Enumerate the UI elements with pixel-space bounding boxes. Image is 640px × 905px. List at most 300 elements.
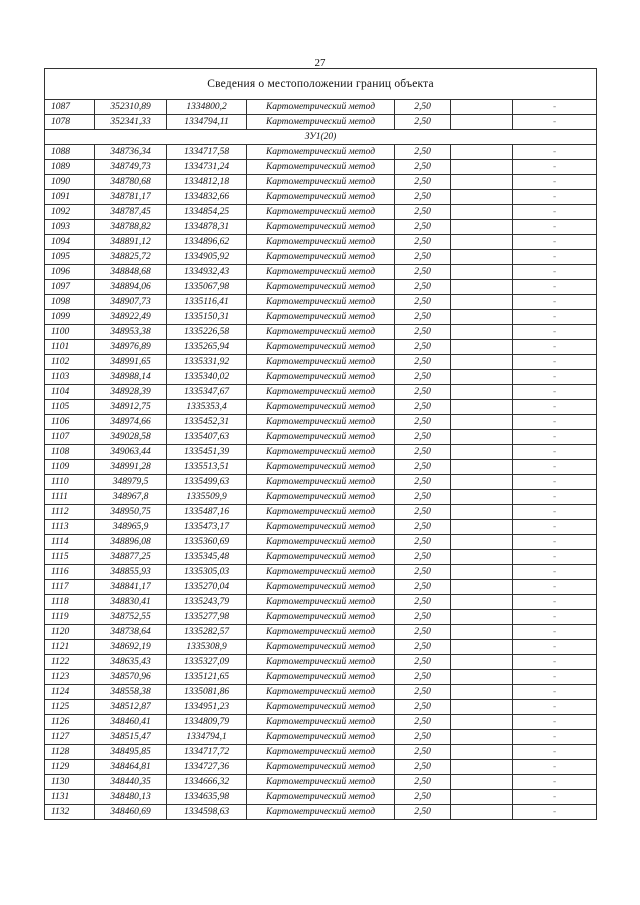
coord-x-cell: 348495,85 xyxy=(95,745,167,760)
accuracy-cell: 2,50 xyxy=(395,385,451,400)
extra-blank-cell xyxy=(451,595,513,610)
accuracy-cell: 2,50 xyxy=(395,775,451,790)
extra-blank-cell xyxy=(451,295,513,310)
extra-blank-cell xyxy=(451,520,513,535)
point-number-cell: 1089 xyxy=(45,160,95,175)
extra-dash-cell: - xyxy=(513,340,597,355)
extra-blank-cell xyxy=(451,100,513,115)
extra-dash-cell: - xyxy=(513,355,597,370)
table-row xyxy=(45,760,597,775)
accuracy-cell: 2,50 xyxy=(395,580,451,595)
method-cell: Картометрический метод xyxy=(247,505,395,520)
coord-y-cell: 1335347,67 xyxy=(167,385,247,400)
coord-x-cell: 348460,41 xyxy=(95,715,167,730)
extra-dash-cell: - xyxy=(513,595,597,610)
coord-y-cell: 1335116,41 xyxy=(167,295,247,310)
extra-blank-cell xyxy=(451,565,513,580)
method-cell: Картометрический метод xyxy=(247,325,395,340)
coord-x-cell: 348979,5 xyxy=(95,475,167,490)
coord-x-cell: 348635,43 xyxy=(95,655,167,670)
accuracy-cell: 2,50 xyxy=(395,295,451,310)
table-row xyxy=(45,175,597,190)
accuracy-cell: 2,50 xyxy=(395,805,451,820)
extra-blank-cell xyxy=(451,235,513,250)
table-row xyxy=(45,715,597,730)
coord-y-cell: 1335340,02 xyxy=(167,370,247,385)
point-number-cell: 1123 xyxy=(45,670,95,685)
method-cell: Картометрический метод xyxy=(247,355,395,370)
accuracy-cell: 2,50 xyxy=(395,355,451,370)
coord-y-cell: 1335308,9 xyxy=(167,640,247,655)
accuracy-cell: 2,50 xyxy=(395,505,451,520)
coord-y-cell: 1334905,92 xyxy=(167,250,247,265)
point-number-cell: 1128 xyxy=(45,745,95,760)
table-row xyxy=(45,505,597,520)
point-number-cell: 1094 xyxy=(45,235,95,250)
coord-y-cell: 1334598,63 xyxy=(167,805,247,820)
method-cell: Картометрический метод xyxy=(247,145,395,160)
coord-y-cell: 1335270,04 xyxy=(167,580,247,595)
point-number-cell: 1126 xyxy=(45,715,95,730)
accuracy-cell: 2,50 xyxy=(395,520,451,535)
method-cell: Картометрический метод xyxy=(247,775,395,790)
table-row xyxy=(45,580,597,595)
table-row xyxy=(45,190,597,205)
table-row xyxy=(45,310,597,325)
method-cell: Картометрический метод xyxy=(247,340,395,355)
coord-x-cell: 348950,75 xyxy=(95,505,167,520)
table-row xyxy=(45,280,597,295)
extra-blank-cell xyxy=(451,205,513,220)
accuracy-cell: 2,50 xyxy=(395,670,451,685)
method-cell: Картометрический метод xyxy=(247,640,395,655)
coord-y-cell: 1335305,03 xyxy=(167,565,247,580)
coord-x-cell: 348440,35 xyxy=(95,775,167,790)
method-cell: Картометрический метод xyxy=(247,700,395,715)
coord-y-cell: 1334717,72 xyxy=(167,745,247,760)
accuracy-cell: 2,50 xyxy=(395,655,451,670)
point-number-cell: 1087 xyxy=(45,100,95,115)
method-cell: Картометрический метод xyxy=(247,295,395,310)
extra-blank-cell xyxy=(451,610,513,625)
coord-x-cell: 348896,08 xyxy=(95,535,167,550)
coord-x-cell: 348515,47 xyxy=(95,730,167,745)
accuracy-cell: 2,50 xyxy=(395,205,451,220)
coord-y-cell: 1335473,17 xyxy=(167,520,247,535)
coord-y-cell: 1334951,23 xyxy=(167,700,247,715)
accuracy-cell: 2,50 xyxy=(395,745,451,760)
accuracy-cell: 2,50 xyxy=(395,100,451,115)
coord-y-cell: 1335282,57 xyxy=(167,625,247,640)
coord-x-cell: 348738,64 xyxy=(95,625,167,640)
extra-dash-cell: - xyxy=(513,430,597,445)
table-row xyxy=(45,355,597,370)
extra-dash-cell: - xyxy=(513,235,597,250)
table-row xyxy=(45,640,597,655)
point-number-cell: 1103 xyxy=(45,370,95,385)
extra-blank-cell xyxy=(451,670,513,685)
accuracy-cell: 2,50 xyxy=(395,310,451,325)
section-row xyxy=(45,130,597,145)
accuracy-cell: 2,50 xyxy=(395,640,451,655)
point-number-cell: 1088 xyxy=(45,145,95,160)
table-row xyxy=(45,520,597,535)
method-cell: Картометрический метод xyxy=(247,490,395,505)
table-title-row xyxy=(45,69,597,100)
extra-dash-cell: - xyxy=(513,775,597,790)
accuracy-cell: 2,50 xyxy=(395,175,451,190)
accuracy-cell: 2,50 xyxy=(395,760,451,775)
table-row xyxy=(45,700,597,715)
table-row xyxy=(45,745,597,760)
point-number-cell: 1118 xyxy=(45,595,95,610)
method-cell: Картометрический метод xyxy=(247,595,395,610)
coord-x-cell: 348781,17 xyxy=(95,190,167,205)
method-cell: Картометрический метод xyxy=(247,430,395,445)
extra-blank-cell xyxy=(451,385,513,400)
coord-x-cell: 348841,17 xyxy=(95,580,167,595)
point-number-cell: 1101 xyxy=(45,340,95,355)
coord-x-cell: 348570,96 xyxy=(95,670,167,685)
coord-y-cell: 1335353,4 xyxy=(167,400,247,415)
coord-y-cell: 1335081,86 xyxy=(167,685,247,700)
point-number-cell: 1122 xyxy=(45,655,95,670)
extra-dash-cell: - xyxy=(513,580,597,595)
table-row xyxy=(45,205,597,220)
extra-blank-cell xyxy=(451,340,513,355)
coord-y-cell: 1335150,31 xyxy=(167,310,247,325)
extra-blank-cell xyxy=(451,700,513,715)
method-cell: Картометрический метод xyxy=(247,535,395,550)
extra-blank-cell xyxy=(451,355,513,370)
accuracy-cell: 2,50 xyxy=(395,610,451,625)
extra-blank-cell xyxy=(451,505,513,520)
method-cell: Картометрический метод xyxy=(247,625,395,640)
extra-blank-cell xyxy=(451,265,513,280)
extra-dash-cell: - xyxy=(513,805,597,820)
accuracy-cell: 2,50 xyxy=(395,700,451,715)
coord-x-cell: 348922,49 xyxy=(95,310,167,325)
table-row xyxy=(45,115,597,130)
table-row xyxy=(45,670,597,685)
extra-dash-cell: - xyxy=(513,535,597,550)
extra-dash-cell: - xyxy=(513,280,597,295)
table-row xyxy=(45,100,597,115)
accuracy-cell: 2,50 xyxy=(395,265,451,280)
extra-blank-cell xyxy=(451,280,513,295)
accuracy-cell: 2,50 xyxy=(395,445,451,460)
coord-x-cell: 348912,75 xyxy=(95,400,167,415)
coord-y-cell: 1334717,58 xyxy=(167,145,247,160)
point-number-cell: 1117 xyxy=(45,580,95,595)
method-cell: Картометрический метод xyxy=(247,550,395,565)
point-number-cell: 1120 xyxy=(45,625,95,640)
table-row xyxy=(45,445,597,460)
point-number-cell: 1100 xyxy=(45,325,95,340)
extra-blank-cell xyxy=(451,580,513,595)
extra-dash-cell: - xyxy=(513,325,597,340)
point-number-cell: 1132 xyxy=(45,805,95,820)
point-number-cell: 1078 xyxy=(45,115,95,130)
coord-x-cell: 348976,89 xyxy=(95,340,167,355)
coord-y-cell: 1334635,98 xyxy=(167,790,247,805)
table-row xyxy=(45,655,597,670)
coord-y-cell: 1334794,11 xyxy=(167,115,247,130)
extra-dash-cell: - xyxy=(513,310,597,325)
accuracy-cell: 2,50 xyxy=(395,595,451,610)
method-cell: Картометрический метод xyxy=(247,445,395,460)
point-number-cell: 1098 xyxy=(45,295,95,310)
point-number-cell: 1108 xyxy=(45,445,95,460)
boundary-coordinates-table xyxy=(44,68,597,820)
method-cell: Картометрический метод xyxy=(247,160,395,175)
extra-blank-cell xyxy=(451,715,513,730)
coord-x-cell: 348752,55 xyxy=(95,610,167,625)
coord-y-cell: 1334794,1 xyxy=(167,730,247,745)
coord-y-cell: 1334932,43 xyxy=(167,265,247,280)
extra-dash-cell: - xyxy=(513,445,597,460)
extra-blank-cell xyxy=(451,370,513,385)
point-number-cell: 1109 xyxy=(45,460,95,475)
table-row xyxy=(45,805,597,820)
table-row xyxy=(45,295,597,310)
extra-blank-cell xyxy=(451,325,513,340)
table-row xyxy=(45,265,597,280)
extra-blank-cell xyxy=(451,745,513,760)
method-cell: Картометрический метод xyxy=(247,685,395,700)
extra-dash-cell: - xyxy=(513,475,597,490)
extra-blank-cell xyxy=(451,400,513,415)
method-cell: Картометрический метод xyxy=(247,235,395,250)
table-row xyxy=(45,490,597,505)
method-cell: Картометрический метод xyxy=(247,370,395,385)
extra-dash-cell: - xyxy=(513,670,597,685)
extra-blank-cell xyxy=(451,220,513,235)
method-cell: Картометрический метод xyxy=(247,745,395,760)
accuracy-cell: 2,50 xyxy=(395,415,451,430)
coord-y-cell: 1334731,24 xyxy=(167,160,247,175)
accuracy-cell: 2,50 xyxy=(395,340,451,355)
extra-dash-cell: - xyxy=(513,385,597,400)
coord-y-cell: 1335407,63 xyxy=(167,430,247,445)
extra-blank-cell xyxy=(451,790,513,805)
extra-dash-cell: - xyxy=(513,100,597,115)
method-cell: Картометрический метод xyxy=(247,220,395,235)
coord-y-cell: 1335067,98 xyxy=(167,280,247,295)
table-row xyxy=(45,550,597,565)
coord-y-cell: 1334854,25 xyxy=(167,205,247,220)
accuracy-cell: 2,50 xyxy=(395,235,451,250)
accuracy-cell: 2,50 xyxy=(395,220,451,235)
coord-x-cell: 348788,82 xyxy=(95,220,167,235)
extra-blank-cell xyxy=(451,640,513,655)
extra-dash-cell: - xyxy=(513,490,597,505)
extra-dash-cell: - xyxy=(513,520,597,535)
extra-blank-cell xyxy=(451,115,513,130)
method-cell: Картометрический метод xyxy=(247,730,395,745)
point-number-cell: 1121 xyxy=(45,640,95,655)
coord-x-cell: 348512,87 xyxy=(95,700,167,715)
table-row xyxy=(45,595,597,610)
coord-x-cell: 348877,25 xyxy=(95,550,167,565)
point-number-cell: 1113 xyxy=(45,520,95,535)
method-cell: Картометрический метод xyxy=(247,100,395,115)
coord-y-cell: 1335452,31 xyxy=(167,415,247,430)
method-cell: Картометрический метод xyxy=(247,610,395,625)
extra-dash-cell: - xyxy=(513,295,597,310)
coord-x-cell: 348480,13 xyxy=(95,790,167,805)
table-row xyxy=(45,775,597,790)
point-number-cell: 1130 xyxy=(45,775,95,790)
extra-blank-cell xyxy=(451,475,513,490)
point-number-cell: 1102 xyxy=(45,355,95,370)
point-number-cell: 1099 xyxy=(45,310,95,325)
table-row xyxy=(45,430,597,445)
extra-blank-cell xyxy=(451,805,513,820)
method-cell: Картометрический метод xyxy=(247,715,395,730)
coord-y-cell: 1335509,9 xyxy=(167,490,247,505)
coord-x-cell: 352310,89 xyxy=(95,100,167,115)
extra-dash-cell: - xyxy=(513,145,597,160)
extra-dash-cell: - xyxy=(513,220,597,235)
coord-x-cell: 348692,19 xyxy=(95,640,167,655)
method-cell: Картометрический метод xyxy=(247,805,395,820)
coord-x-cell: 348974,66 xyxy=(95,415,167,430)
extra-dash-cell: - xyxy=(513,370,597,385)
extra-dash-cell: - xyxy=(513,175,597,190)
method-cell: Картометрический метод xyxy=(247,760,395,775)
table-row xyxy=(45,340,597,355)
extra-dash-cell: - xyxy=(513,415,597,430)
accuracy-cell: 2,50 xyxy=(395,460,451,475)
method-cell: Картометрический метод xyxy=(247,310,395,325)
point-number-cell: 1115 xyxy=(45,550,95,565)
point-number-cell: 1091 xyxy=(45,190,95,205)
coord-y-cell: 1334727,36 xyxy=(167,760,247,775)
extra-dash-cell: - xyxy=(513,655,597,670)
extra-blank-cell xyxy=(451,655,513,670)
coord-x-cell: 348991,65 xyxy=(95,355,167,370)
extra-blank-cell xyxy=(451,535,513,550)
accuracy-cell: 2,50 xyxy=(395,400,451,415)
accuracy-cell: 2,50 xyxy=(395,325,451,340)
accuracy-cell: 2,50 xyxy=(395,535,451,550)
coord-x-cell: 348749,73 xyxy=(95,160,167,175)
extra-dash-cell: - xyxy=(513,730,597,745)
extra-blank-cell xyxy=(451,145,513,160)
method-cell: Картометрический метод xyxy=(247,280,395,295)
coord-x-cell: 348464,81 xyxy=(95,760,167,775)
extra-dash-cell: - xyxy=(513,625,597,640)
table-row xyxy=(45,610,597,625)
coord-x-cell: 348953,38 xyxy=(95,325,167,340)
coord-x-cell: 348848,68 xyxy=(95,265,167,280)
coord-x-cell: 348965,9 xyxy=(95,520,167,535)
extra-dash-cell: - xyxy=(513,685,597,700)
coord-x-cell: 352341,33 xyxy=(95,115,167,130)
coord-y-cell: 1335451,39 xyxy=(167,445,247,460)
method-cell: Картометрический метод xyxy=(247,400,395,415)
table-row xyxy=(45,370,597,385)
extra-dash-cell: - xyxy=(513,610,597,625)
point-number-cell: 1095 xyxy=(45,250,95,265)
table-row xyxy=(45,625,597,640)
point-number-cell: 1111 xyxy=(45,490,95,505)
coord-y-cell: 1334832,66 xyxy=(167,190,247,205)
extra-dash-cell: - xyxy=(513,250,597,265)
accuracy-cell: 2,50 xyxy=(395,160,451,175)
accuracy-cell: 2,50 xyxy=(395,115,451,130)
method-cell: Картометрический метод xyxy=(247,790,395,805)
point-number-cell: 1090 xyxy=(45,175,95,190)
point-number-cell: 1093 xyxy=(45,220,95,235)
table-row xyxy=(45,730,597,745)
point-number-cell: 1131 xyxy=(45,790,95,805)
accuracy-cell: 2,50 xyxy=(395,550,451,565)
extra-blank-cell xyxy=(451,430,513,445)
extra-dash-cell: - xyxy=(513,265,597,280)
method-cell: Картометрический метод xyxy=(247,175,395,190)
table-row xyxy=(45,145,597,160)
extra-blank-cell xyxy=(451,190,513,205)
extra-blank-cell xyxy=(451,550,513,565)
accuracy-cell: 2,50 xyxy=(395,430,451,445)
method-cell: Картометрический метод xyxy=(247,655,395,670)
extra-dash-cell: - xyxy=(513,205,597,220)
coord-y-cell: 1335265,94 xyxy=(167,340,247,355)
extra-blank-cell xyxy=(451,310,513,325)
accuracy-cell: 2,50 xyxy=(395,685,451,700)
table-row xyxy=(45,235,597,250)
extra-dash-cell: - xyxy=(513,565,597,580)
coord-x-cell: 348907,73 xyxy=(95,295,167,310)
coord-x-cell: 348891,12 xyxy=(95,235,167,250)
coord-y-cell: 1335243,79 xyxy=(167,595,247,610)
extra-blank-cell xyxy=(451,760,513,775)
extra-dash-cell: - xyxy=(513,700,597,715)
table-row xyxy=(45,400,597,415)
extra-dash-cell: - xyxy=(513,400,597,415)
point-number-cell: 1112 xyxy=(45,505,95,520)
coord-y-cell: 1335345,48 xyxy=(167,550,247,565)
accuracy-cell: 2,50 xyxy=(395,475,451,490)
extra-blank-cell xyxy=(451,160,513,175)
method-cell: Картометрический метод xyxy=(247,520,395,535)
coord-y-cell: 1335121,65 xyxy=(167,670,247,685)
accuracy-cell: 2,50 xyxy=(395,790,451,805)
extra-dash-cell: - xyxy=(513,160,597,175)
point-number-cell: 1114 xyxy=(45,535,95,550)
coord-x-cell: 348855,93 xyxy=(95,565,167,580)
point-number-cell: 1096 xyxy=(45,265,95,280)
table-row xyxy=(45,565,597,580)
coord-x-cell: 349063,44 xyxy=(95,445,167,460)
coord-y-cell: 1334809,79 xyxy=(167,715,247,730)
extra-dash-cell: - xyxy=(513,115,597,130)
method-cell: Картометрический метод xyxy=(247,415,395,430)
extra-dash-cell: - xyxy=(513,790,597,805)
point-number-cell: 1125 xyxy=(45,700,95,715)
coord-x-cell: 348830,41 xyxy=(95,595,167,610)
method-cell: Картометрический метод xyxy=(247,460,395,475)
point-number-cell: 1104 xyxy=(45,385,95,400)
accuracy-cell: 2,50 xyxy=(395,565,451,580)
coord-y-cell: 1335360,69 xyxy=(167,535,247,550)
extra-blank-cell xyxy=(451,460,513,475)
table-row xyxy=(45,325,597,340)
coord-y-cell: 1334800,2 xyxy=(167,100,247,115)
coord-x-cell: 348894,06 xyxy=(95,280,167,295)
